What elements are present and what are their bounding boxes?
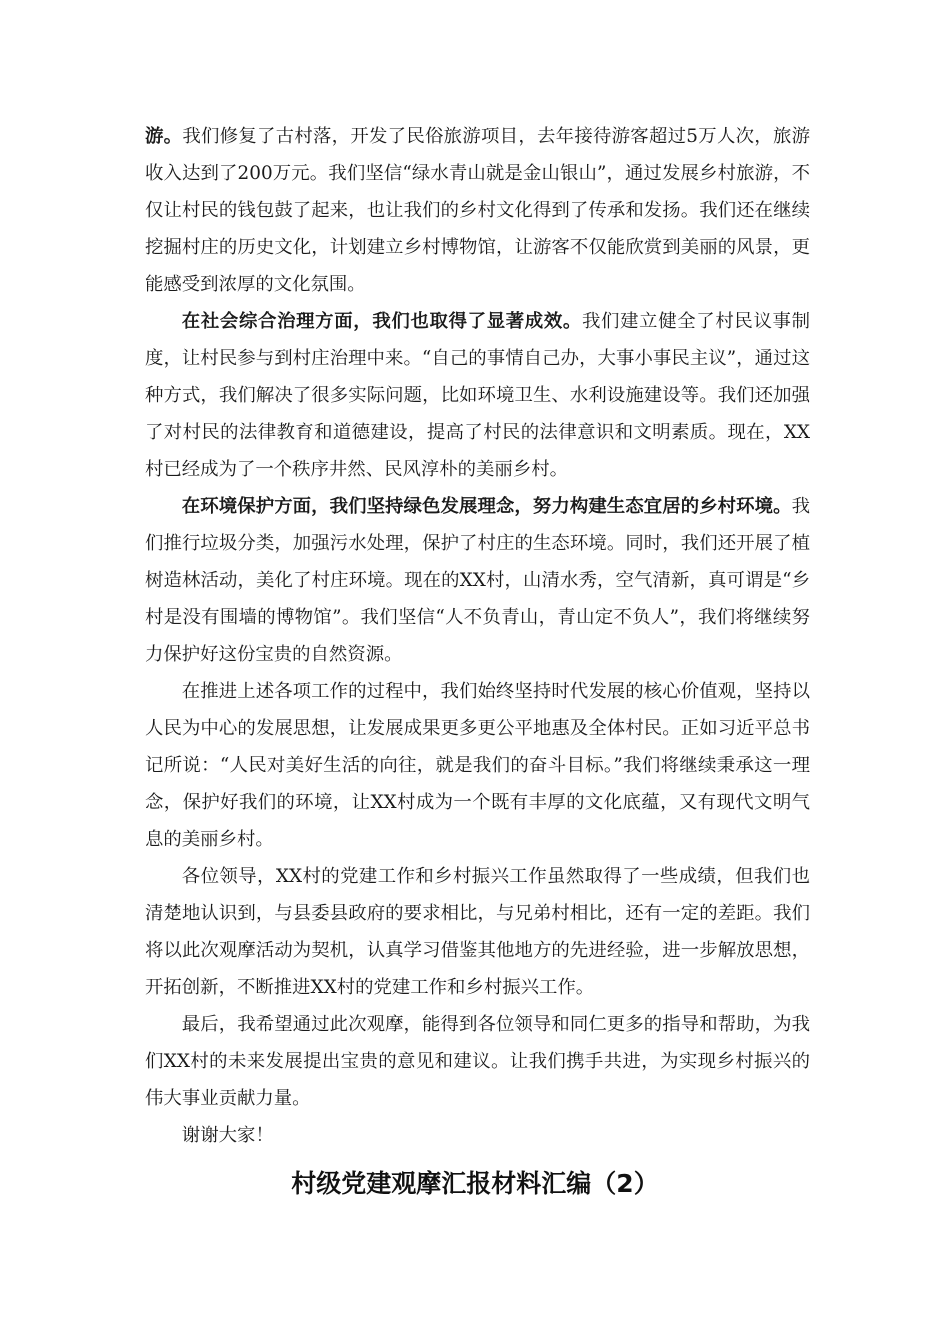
- paragraph-gaps: [145, 858, 810, 1006]
- paragraph-text: 谢谢大家！: [181, 1125, 274, 1146]
- paragraph-text: 我们推行垃圾分类，加强污水处理，保护了村庄的生态环境。同时，我们还开展了植树造林活动，美化了村庄环境。现在的XX村，山清水秀，空气清新，真可谓是“乡村是没有围墙的博物馆”。我们坚信“人不负青山，青山定不负人”，我们将继续努力保护好这份宝贵的自然资源。: [145, 496, 810, 665]
- paragraph-text: 最后，我希望通过此次观摩，能得到各位领导和同仁更多的指导和帮助，为我们XX村的未来发展提出宝贵的意见和建议。让我们携手共进，为实现乡村振兴的伟大事业贡献力量。: [145, 1014, 810, 1109]
- paragraph-closing: [145, 1006, 810, 1117]
- paragraph-tourism-continuation: [145, 118, 810, 303]
- paragraph-core-values: [145, 673, 810, 858]
- paragraph-lead: 在社会综合治理方面，我们也取得了显著成效。: [181, 311, 582, 332]
- paragraph-environment: [145, 488, 810, 673]
- paragraph-lead: 在环境保护方面，我们坚持绿色发展理念，努力构建生态宜居的乡村环境。: [181, 496, 792, 517]
- paragraph-text: 各位领导，XX村的党建工作和乡村振兴工作虽然取得了一些成绩，但我们也清楚地认识到，与县委县政府的要求相比，与兄弟村相比，还有一定的差距。我们将以此次观摩活动为契机，认真学习借鉴其他地方的先进经验，进一步解放思想，开拓创新，不断推进XX村的党建工作和乡村振兴工作。: [145, 866, 810, 998]
- paragraph-text: 我们建立健全了村民议事制度，让村民参与到村庄治理中来。“自己的事情自己办，大事小事民主议”，通过这种方式，我们解决了很多实际问题，比如环境卫生、水利设施建设等。我们还加强了对村民的法律教育和道德建设，提高了村民的法律意识和文明素质。现在，XX村已经成为了一个秩序井然、民风淳朴的美丽乡村。: [145, 311, 810, 480]
- paragraph-thanks: [145, 1117, 810, 1154]
- paragraph-lead: 游。: [145, 126, 183, 147]
- section-title: 村级党建观摩汇报材料汇编（2）: [291, 1169, 659, 1198]
- paragraph-text: 我们修复了古村落，开发了民俗旅游项目，去年接待游客超过5万人次，旅游收入达到了200万元。我们坚信“绿水青山就是金山银山”，通过发展乡村旅游，不仅让村民的钱包鼓了起来，也让我们的乡村文化得到了传承和发扬。我们还在继续挖掘村庄的历史文化，计划建立乡村博物馆，让游客不仅能欣赏到美丽的风景，更能感受到浓厚的文化氛围。: [145, 126, 810, 295]
- paragraph-text: 在推进上述各项工作的过程中，我们始终坚持时代发展的核心价值观，坚持以人民为中心的发展思想，让发展成果更多更公平地惠及全体村民。正如习近平总书记所说：“人民对美好生活的向往，就是我们的奋斗目标。”我们将继续秉承这一理念，保护好我们的环境，让XX村成为一个既有丰厚的文化底蕴，又有现代文明气息的美丽乡村。: [145, 681, 810, 850]
- document-body: [145, 118, 810, 1154]
- paragraph-social-governance: [145, 303, 810, 488]
